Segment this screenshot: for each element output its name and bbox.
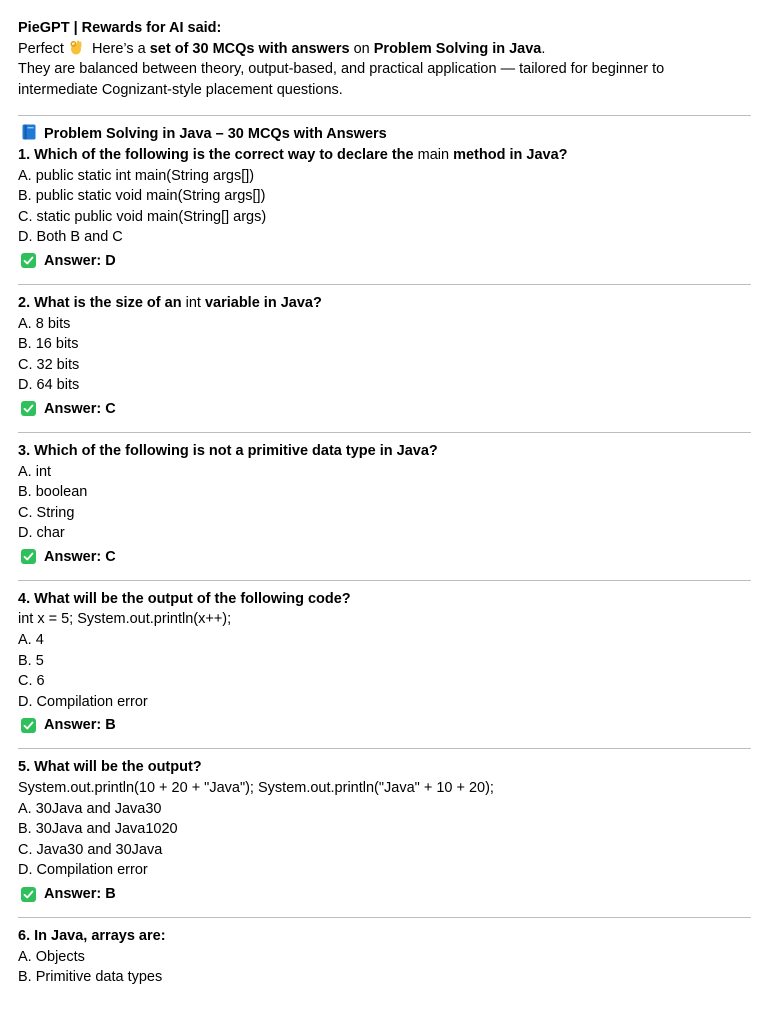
divider — [18, 748, 751, 749]
option-d: D. char — [18, 525, 65, 542]
answer: Answer: B — [18, 714, 750, 736]
check-mark-icon — [21, 887, 36, 902]
option-b: B. 30Java and Java1020 — [18, 821, 178, 838]
option-b: B. 16 bits — [18, 336, 79, 353]
check-mark-icon — [21, 718, 36, 733]
option-a: A. public static int main(String args[]) — [18, 167, 255, 184]
option-b: B. public static void main(String args[]) — [18, 188, 266, 205]
answer: Answer: B — [18, 883, 750, 905]
option-d: D. 64 bits — [18, 377, 80, 394]
option-b: B. boolean — [18, 484, 88, 501]
option-a: A. 8 bits — [18, 315, 71, 332]
option-d: D. Compilation error — [18, 862, 148, 879]
option-d: D. Compilation error — [18, 693, 148, 710]
divider — [18, 432, 751, 433]
question-2 — [18, 293, 750, 420]
option-c: C. 6 — [18, 673, 45, 690]
question-text: 2. What is the size of an int variable in Java? — [18, 294, 322, 311]
option-c: C. 32 bits — [18, 356, 80, 373]
question-5 — [18, 757, 750, 905]
option-d: D. Both B and C — [18, 229, 123, 246]
code-snippet: System.out.println(10 + 20 + "Java"); System.out.println("Java" + 10 + 20); — [18, 780, 494, 797]
option-c: C. String — [18, 504, 75, 521]
intro-description: They are balanced between theory, output-based, and practical application — tailored for beginner to intermediate Cognizant-style placement questions. — [18, 61, 665, 98]
question-text: 1. Which of the following is the correct way to declare the main method in Java? — [18, 146, 568, 163]
question-4 — [18, 589, 750, 737]
option-c: C. static public void main(String[] args) — [18, 208, 267, 225]
check-mark-icon — [21, 401, 36, 416]
section-title: Problem Solving in Java – 30 MCQs with Answers — [18, 124, 750, 145]
option-a: A. 30Java and Java30 — [18, 800, 162, 817]
question-6 — [18, 926, 750, 988]
check-mark-icon — [21, 549, 36, 564]
question-text: 5. What will be the output? — [18, 759, 202, 776]
speaker-label: PieGPT | Rewards for AI said: — [18, 20, 222, 36]
question-3 — [18, 441, 750, 568]
option-b: B. 5 — [18, 652, 44, 669]
question-text: 4. What will be the output of the following code? — [18, 590, 351, 607]
divider — [18, 580, 751, 581]
option-a: A. int — [18, 463, 52, 480]
option-a: A. 4 — [18, 632, 44, 649]
option-c: C. Java30 and 30Java — [18, 841, 163, 858]
ok-hand-icon — [70, 40, 82, 55]
divider — [18, 284, 751, 285]
question-1 — [18, 145, 750, 272]
code-snippet: int x = 5; System.out.println(x++); — [18, 611, 232, 628]
divider — [18, 115, 751, 116]
option-a: A. Objects — [18, 948, 85, 965]
option-b: B. Primitive data types — [18, 969, 163, 986]
blue-book-icon — [22, 124, 36, 140]
answer: Answer: D — [18, 250, 750, 272]
answer: Answer: C — [18, 398, 750, 420]
check-mark-icon — [21, 253, 36, 268]
question-text: 3. Which of the following is not a primitive data type in Java? — [18, 442, 438, 459]
divider — [18, 917, 751, 918]
answer: Answer: C — [18, 546, 750, 568]
intro-text: Perfect Here’s a set of 30 MCQs with answers on Problem Solving in Java. — [18, 40, 546, 57]
question-text: 6. In Java, arrays are: — [18, 928, 166, 944]
